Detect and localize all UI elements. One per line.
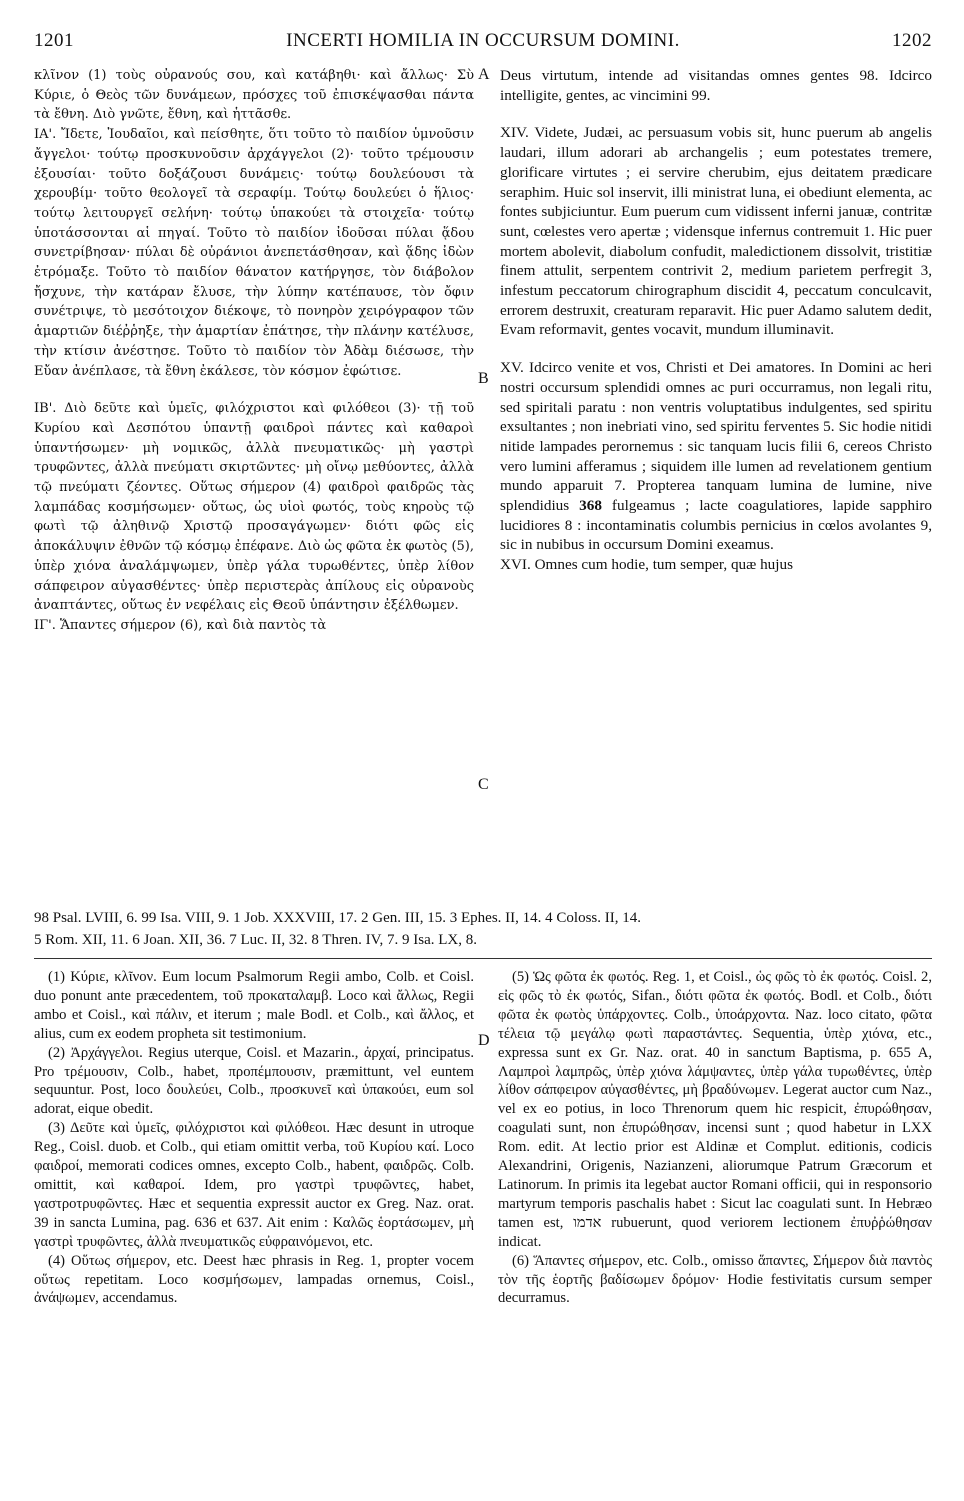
reference-line: 5 Rom. XII, 11. 6 Joan. XII, 36. 7 Luc. II, 32. 8 Thren. IV, 7. 9 Isa. LX, 8. [34,932,477,948]
page-number-left: 1201 [34,30,74,51]
footnotes-left [34,968,474,1488]
greek-paragraph: ΙΒ'. Διὸ δεῦτε καὶ ὑμεῖς, φιλόχριστοι καὶ φιλόθεοι (3)· τῇ τοῦ Κυρίου καὶ Δεσπότου ὑπαντῇ φαιδροὶ πάντες καὶ καθαροὶ ὑπαντήσωμεν· μὴ νομικῶς, ἀλλὰ πνευματικῶς· μὴ γαστρὶ τρυφῶντες, ἀλλὰ πνεύματι σκιρτῶντες· μὴ οἴνῳ μεθύοντες, ἀλλὰ τῷ πνεύματι ζέοντες. Οὕτως σήμερον (4) φαιδροὶ φαιδρῶς τὰς λαμπάδας κοσμήσωμεν· οὕτως, ὡς υἱοὶ φωτός, τοὺς κηροὺς τῷ φωτὶ τῷ ἀληθινῷ Χριστῷ προσαγάγωμεν· διότι φῶς εἰς ἀποκάλυψιν ἐθνῶν τῷ κόσμῳ ἐπέφανε. Διὸ ὡς φῶτα ἐκ φωτὸς (5), ὑπὲρ χιόνα ἀναλάμψωμεν, ὑπὲρ γάλα τυρωθέντες, ὑπὲρ λίθον σάπφειρον αὐγασθέντες· ὑπὲρ περιστερὰς ἀπίλους εἰς οὐρανοὺς ἀναπτάντες, οὕτως ἐν νεφέλαις εἰς Θεοῦ ὑπάντησιν ἐξέλθωμεν. [34,401,474,614]
margin-marker-b: B [478,370,489,387]
margin-marker-d: D [478,1032,490,1049]
margin-marker-c: C [478,776,489,793]
page-number-right: 1202 [892,30,932,51]
latin-paragraph: Deus virtutum, intende ad visitandas omnes gentes 98. Idcirco intelligite, gentes, ac vincimini 99. [500,67,932,104]
footnote-divider [34,958,932,959]
greek-column [34,66,474,906]
latin-paragraph [500,358,932,555]
latin-text: XV. Idcirco venite et vos, Christi et Dei amatores. In Domini ac heri nostri occursum splendidi omnes ac puri occurramus, non legali ritu, sed spiritali paratu : non ventris voluptatibus indulgentes, sed spiritu exsultantes ; non inebriati vino, sed spiritu ferventes 5. Sic hodie nitidi nitide lampades perornemus : sic tanquam lucis filii 6, cereos Christo vero lumini afferamus ; siquidem ille lumen ad revelationem gentium mundo apparuit 7. Propterea tanquam lumina de lumine, nive splendidius [500,359,932,515]
scripture-references [34,907,932,951]
column-number-marker: 368 [579,497,602,515]
latin-column [500,66,932,906]
footnote: (6) Ἅπαντες σήμερον, etc. Colb., omisso ἅπαντες, Σήμερον διὰ παντὸς τὸν τῆς ἑορτῆς βαδίσωμεν δρόμον· Hodie festivitatis cursum semper decurramus. [498,1252,932,1307]
footnote: (2) Ἀρχάγγελοι. Regius uterque, Coisl. et Mazarin., ἀρχαί, principatus. Pro τρέμουσιν, Colb., habet, προπέμπουσιν, præmittunt, vel euntem sequuntur. Post, loco δουλεύει, Colb., προσκυνεῖ καὶ ὑπακούει, eum sol adorat, eique obedit. [34,1044,474,1118]
footnote: (4) Οὕτως σήμερον, etc. Deest hæc phrasis in Reg. 1, propter vocem οὕτως repetitam. Loco κοσμήσωμεν, lampadas ornemus, Coisl., ἀνάψωμεν, accendamus. [34,1252,474,1307]
footnote: (5) Ὡς φῶτα ἐκ φωτός. Reg. 1, et Coisl., ὡς φῶς τὸ ἐκ φωτός. Coisl. 2, εἰς φῶς τὸ ἐκ φωτός, Sifan., διότι φῶτα ἐκ φωτός. Bodl. et Colb., διότι φῶτα ἐκ φωτὸς ὑπάρχοντες. Colb., ὑποάρχοντα. Naz. loco citato, φῶτα τέλεια τῷ μεγάλῳ φωτὶ παραστάντες. Sequentia, ὑπὲρ χιόνα, etc., expressa sunt ex Gr. Naz. orat. 40 in sanctum Baptisma, p. 655 A, Λαμπροὶ λαμπρῶς, ὑπὲρ χιόνα λάμψαντες, ὑπὲρ γάλα τυρωθέντες, ὑπὲρ λίθον σάπφειρον αὐγασθέντες, μὴ βραδύνωμεν. Legerat auctor cum Naz., vel ex eo potius, in loco Threnorum quem hic respicit, ἐπυρώθησαν, coagulati sunt, non ἐπυρώθησαν, incensi sunt ; quod habetur in LXX Rom. edit. At lectio prior est Aldinæ et Complut. editionis, codicis Alexandrini, Origenis, Nazianzeni, aliorumque Patrum Græcorum et Latinorum. In primis ita legebat auctor Romani officii, qui in responsorio martyrum temporis paschalis habet : Sicut lac coagulati sunt. In Hebræo tamen est, אדמו rubuerunt, quod veriorem lectionem ἐπυῤῥώθησαν indicat. [498,969,932,1250]
greek-paragraph: ΙΑ'. Ἴδετε, Ἰουδαῖοι, καὶ πείσθητε, ὅτι τοῦτο τὸ παιδίον ὑμνοῦσιν ἄγγελοι· τούτῳ προσκυνοῦσιν ἀρχάγγελοι (2)· τοῦτο τρέμουσιν ἐξουσίαι· τοῦτο δοξάζουσι δυνάμεις· τούτῳ δουλεύουσι τὰ χερουβίμ· τοῦτο θεολογεῖ τὰ σεραφίμ. Τούτῳ δουλεύει ὁ ἥλιος· τούτῳ λειτουργεῖ σελήνη· τούτῳ ὑπακούει τὰ στοιχεῖα· τούτῳ ὑποτάσσονται αἱ πηγαί. Τοῦτο τὸ παιδίον ἰδοῦσαι πύλαι ᾅδου συνετρίβησαν· πύλαι δὲ οὐράνιοι ἀνεπετάσθησαν, καὶ ᾅδης ἰδὼν ἐτρόμαξε. Τοῦτο τὸ παιδίον θάνατον κατήργησε, τὸν διάβολον ἤσχυνε, τὴν κατάραν ἔλυσε, τὴν λύπην κατέπαυσε, τὸν ὄφιν συνέτριψε, τὸ μεσότοιχον διέκοψε, τὸ πονηρὸν χειρόγραφον τῶν ἁμαρτιῶν διέῤῥηξε, τὴν ἁμαρτίαν ἐπάτησε, τὴν πλάνην κατέλυσε, τὴν κτίσιν ἀνέστησε. Τοῦτο τὸ παιδίον τὸν Ἀδὰμ διέσωσε, τὴν Εὔαν ἀνέπλασε, τὰ ἔθνη ἐκάλεσε, τὸν κόσμον ἐφώτισε. [34,127,474,379]
latin-text: fulgeamus ; lacte coagulatiores, lapide sapphiro lucidiores 8 : incontaminatis columbis pernicius in cœlos avolantes 9, sic in nubibus in occursum Domini exeamus. [500,497,932,554]
latin-paragraph: XIV. Videte, Judæi, ac persuasum vobis sit, hunc puerum ab angelis laudari, illum adorari ab archangelis ; eum potestates tremere, glorificare virtutes ; ei servire cherubim, ejus deitatem prædicare seraphim. Huic sol inservit, illi ministrat luna, ei obediunt elementa, ac fontes subjiciuntur. Eum puerum cum vidissent inferni januæ, contritæ sunt, cœlestes vero apertæ ; vidensque infernus contremuit 1. Hic puer mortem abolevit, diabolum confudit, maledictionem dissolvit, tristitiæ finem attulit, serpentem contrivit 2, medium parietem perfregit 3, infestum peccatorum chirographum discidit 4, peccatum conculcavit, errorem destruxit, creaturam reparavit. Hic puer Adamo salutem dedit, Evam reformavit, gentes vocavit, mundum illuminavit. [500,124,932,339]
footnotes-right [498,968,932,1488]
greek-paragraph: κλῖνον (1) τοὺς οὐρανούς σου, καὶ κατάβηθι· καὶ ἄλλως· Σὺ Κύριε, ὁ Θεὸς τῶν δυνάμεων, πρόσχες τοῦ ἐπισκέψασθαι πάντα τὰ ἔθνη. Διὸ γνῶτε, ἔθνη, καὶ ἡττᾶσθε. [34,68,474,123]
latin-paragraph: XVI. Omnes cum hodie, tum semper, quæ hujus [500,556,793,574]
page-header [34,30,932,58]
greek-paragraph: ΙΓ'. Ἅπαντες σήμερον (6), καὶ διὰ παντὸς τὰ [34,617,327,633]
running-title: INCERTI HOMILIA IN OCCURSUM DOMINI. [286,30,680,51]
footnote: (1) Κύριε, κλῖνον. Eum locum Psalmorum Regii ambo, Colb. et Coisl. duo ponunt ante præcedentem, τοῦ προκαταλαμβ. Loco καὶ ἄλλως, Regii ambo et Coisl., καὶ πάλιν, et iterum ; male Bodl. et Colb., καὶ ἄλλος, et alius, cum ex eodem propheta sit testimonium. [34,969,474,1042]
margin-marker-a: A [478,66,490,83]
footnote: (3) Δεῦτε καὶ ὑμεῖς, φιλόχριστοι καὶ φιλόθεοι. Hæc desunt in utroque Reg., Coisl. duob. et Colb., qui etiam omittit verba, τοῦ Κυρίου καί. Loco φαιδροί, memorati codices omnes, excepto Colb., habent, φαιδρῶς. Colb. omittit, καὶ καθαροί. Idem, pro γαστρὶ τρυφῶντες, habet, γαστροτρυφῶντες. Hæc et sequentia expressit auctor ex Greg. Naz. orat. 39 in sancta Lumina, pag. 636 et 637. Ait enim : Καλῶς ἑορτάσωμεν, μὴ γαστρὶ τρυφῶντες, ἀλλὰ πνευματικῶς εὐφραινόμενοι, etc. [34,1120,474,1250]
reference-line: 98 Psal. LVIII, 6. 99 Isa. VIII, 9. 1 Job. XXXVIII, 17. 2 Gen. III, 15. 3 Ephes. II, 14. 4 Coloss. II, 14. [34,910,642,926]
